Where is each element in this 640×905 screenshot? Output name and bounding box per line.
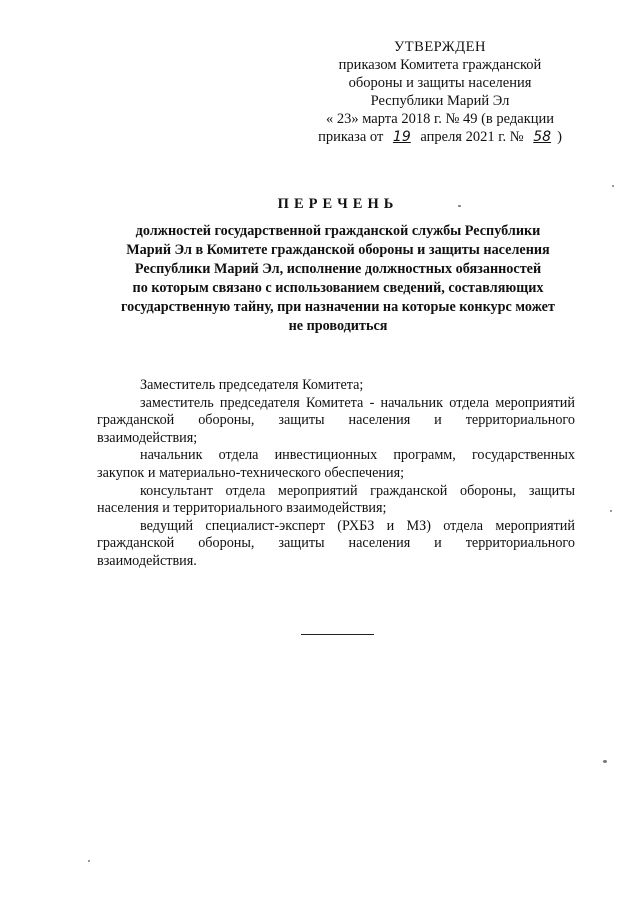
document-heading: ПЕРЕЧЕНЬ	[277, 196, 399, 212]
subtitle-line: по которым связано с использованием сведений, составляющих	[132, 280, 544, 296]
approval-line-5-middle: апреля 2021 г. №	[420, 129, 524, 145]
approval-line-4: « 23» марта 2018 г. № 49 (в редакции	[325, 111, 555, 127]
scan-speck	[610, 510, 612, 512]
approval-stamp-block	[290, 38, 590, 146]
scan-speck	[458, 205, 461, 207]
position-item: Заместитель председателя Комитета;	[140, 377, 364, 393]
scan-speck	[612, 185, 614, 187]
subtitle-line: не проводиться	[288, 318, 388, 334]
approval-line-5-prefix: приказа от	[318, 129, 384, 145]
position-item: начальник отдела инвестиционных программ, государственных закупок и материально-технического обеспечения;	[97, 447, 575, 481]
subtitle-line: государственную тайну, при назначении на которые конкурс может	[121, 299, 555, 315]
handwritten-order-number: 58	[533, 129, 552, 145]
approval-line-3: Республики Марий Эл	[370, 93, 510, 109]
document-subtitle	[96, 222, 580, 336]
position-item: ведущий специалист-эксперт (РХБЗ и МЗ) отдела мероприятий гражданской обороны, защиты населения и территориального взаимодействия.	[97, 517, 575, 569]
position-item: заместитель председателя Комитета - начальник отдела мероприятий гражданской обороны, защиты населения и территориального взаимодействия;	[97, 394, 575, 446]
subtitle-line: должностей государственной гражданской службы Республики	[135, 223, 541, 239]
approval-line-5	[290, 128, 590, 146]
handwritten-day: 19	[392, 129, 411, 145]
positions-list	[97, 377, 575, 571]
approval-line-5-suffix: )	[557, 129, 562, 145]
subtitle-line: Республики Марий Эл, исполнение должностных обязанностей	[134, 261, 542, 277]
approval-line-1: приказом Комитета гражданской	[338, 57, 542, 73]
scan-speck	[88, 860, 90, 862]
closing-separator-line	[301, 634, 374, 635]
approval-line-2: обороны и защиты населения	[348, 75, 532, 91]
position-item: консультант отдела мероприятий гражданской обороны, защиты населения и территориального взаимодействия;	[97, 482, 575, 517]
scan-speck	[603, 760, 607, 763]
subtitle-line: Марий Эл в Комитете гражданской обороны и защиты населения	[126, 242, 550, 258]
approval-title: УТВЕРЖДЕН	[394, 39, 486, 55]
